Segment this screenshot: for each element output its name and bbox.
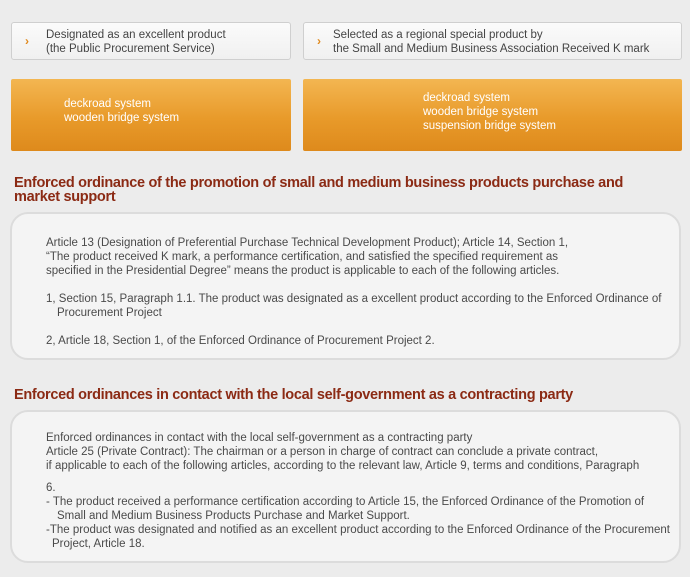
- article-13-paragraph: Article 13 (Designation of Preferential Purchase Technical Development Product); Article 14, Section 1, “The product received K mark, a performance certification, and satisfied the specified requirement as specified in the Presidential Degree” means the product is applicable to each of the following articles.: [46, 237, 569, 277]
- system-list: deckroad system wooden bridge system: [64, 98, 180, 124]
- ordinance-promotion-box: [10, 212, 681, 360]
- conditions-paragraph: 6. - The product received a performance certification according to Article 15, the Enforced Ordinance of the Promotion of Small and Medium Business Products Purchase and Market Support. -The product was designated and notified as an excellent product according to the Enforced Ordinance of the Procurement Project, Article 18.: [46, 482, 670, 550]
- chevron-right-icon: ›: [25, 34, 29, 48]
- cert-text: Selected as a regional special product by the Small and Medium Business Association Received K mark: [333, 29, 650, 55]
- system-list: deckroad system wooden bridge system suspension bridge system: [423, 92, 556, 132]
- cert-excellent-product: [11, 22, 291, 60]
- article-25-paragraph: Enforced ordinances in contact with the local self-government as a contracting party Article 25 (Private Contract): The chairman or a person in charge of contract can conclude a private contract, if applicable to each of the following articles, according to the relevant law, Article 9, terms and conditions, Paragraph: [46, 432, 640, 472]
- cert-regional-product: [303, 22, 682, 60]
- item-2-paragraph: 2, Article 18, Section 1, of the Enforced Ordinance of Procurement Project 2.: [46, 335, 435, 347]
- systems-panel-regional: [303, 79, 682, 151]
- section-title-local-government: Enforced ordinances in contact with the local self-government as a contracting party: [14, 387, 573, 403]
- section-title-ordinance-promotion: Enforced ordinance of the promotion of small and medium business products purchase and market support: [14, 175, 624, 205]
- cert-text: Designated as an excellent product (the Public Procurement Service): [46, 29, 226, 55]
- local-government-box: [10, 410, 681, 563]
- item-1-paragraph: 1, Section 15, Paragraph 1.1. The product was designated as a excellent product according to the Enforced Ordinance of Procurement Project: [46, 293, 662, 319]
- systems-panel-excellent: [11, 79, 291, 151]
- chevron-right-icon: ›: [317, 34, 321, 48]
